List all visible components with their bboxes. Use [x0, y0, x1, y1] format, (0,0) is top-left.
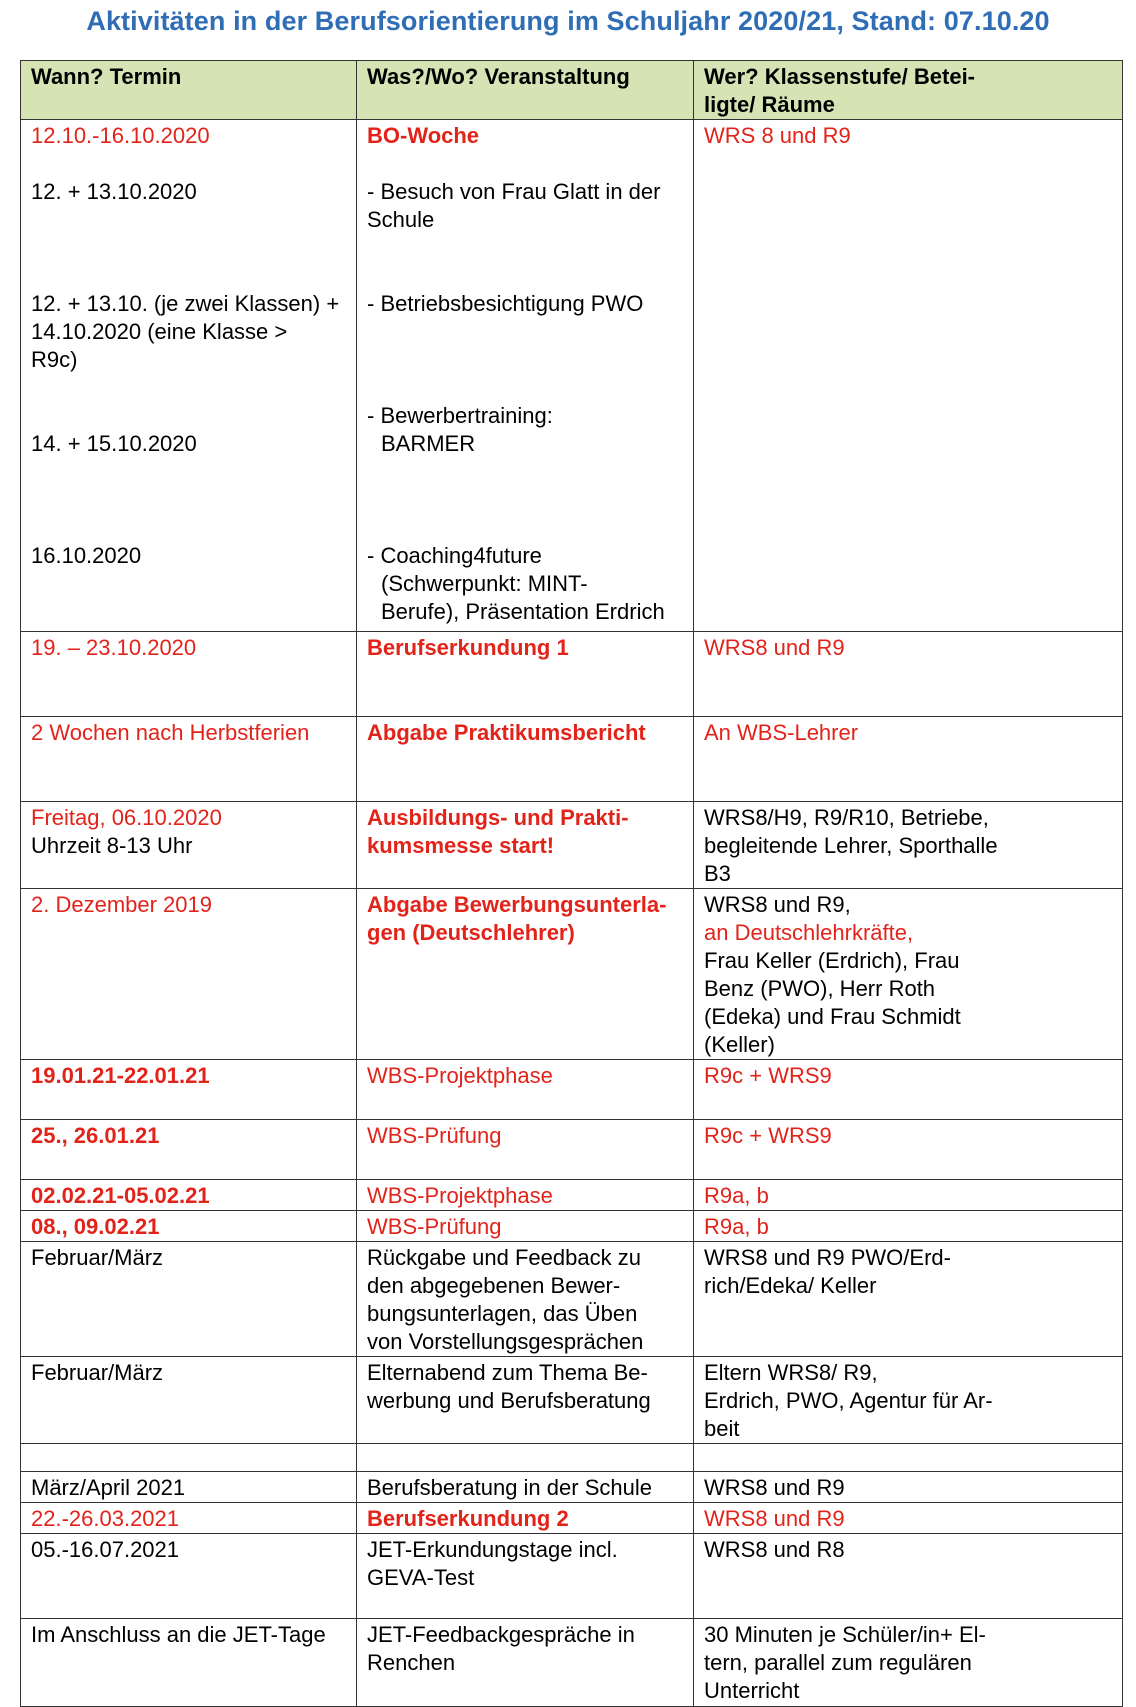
participants-cell: R9c + WRS9 [694, 1120, 1123, 1180]
event-cell: BO-Woche - Besuch von Frau Glatt in der Schule - Betriebsbesichtigung PWO - Bewerbertraining: BARMER - Coaching4future (Schwerpunkt: MINT- Berufe), Präsentation Erdrich [357, 120, 694, 632]
participants-cell: WRS8 und R9 [694, 632, 1123, 717]
table-row [21, 1472, 1123, 1503]
event-cell: Ausbildungs- und Prakti- kumsmesse start! [357, 802, 694, 889]
activities-table [20, 60, 1123, 1707]
participants-cell: R9c + WRS9 [694, 1060, 1123, 1120]
header-wann: Wann? Termin [21, 61, 357, 120]
event-cell: JET-Feedbackgespräche in Renchen [357, 1619, 694, 1707]
header-was: Was?/Wo? Veranstaltung [357, 61, 694, 120]
date-cell: März/April 2021 [21, 1472, 357, 1503]
participants-cell: 30 Minuten je Schüler/in+ El- tern, parallel zum regulären Unterricht [694, 1619, 1123, 1707]
empty-cell [694, 1444, 1123, 1472]
table-row [21, 1060, 1123, 1120]
table-row [21, 632, 1123, 717]
date-cell: 2 Wochen nach Herbstferien [21, 717, 357, 802]
event-cell: Abgabe Praktikumsbericht [357, 717, 694, 802]
participants-cell: WRS8 und R9, an Deutschlehrkräfte, Frau Keller (Erdrich), Frau Benz (PWO), Herr Roth (Edeka) und Frau Schmidt (Keller) [694, 889, 1123, 1060]
event-cell: WBS-Prüfung [357, 1211, 694, 1242]
event-cell: Rückgabe und Feedback zu den abgegebenen Bewer- bungsunterlagen, das Üben von Vorstellungsgesprächen [357, 1242, 694, 1357]
empty-cell [357, 1444, 694, 1472]
table-row [21, 1619, 1123, 1707]
participants-cell: Eltern WRS8/ R9, Erdrich, PWO, Agentur für Ar- beit [694, 1357, 1123, 1444]
date-cell: 19. – 23.10.2020 [21, 632, 357, 717]
participants-cell: WRS8 und R9 [694, 1472, 1123, 1503]
event-cell: Elternabend zum Thema Be- werbung und Berufsberatung [357, 1357, 694, 1444]
participants-cell: WRS8 und R9 [694, 1503, 1123, 1534]
date-cell: 12.10.-16.10.2020 12. + 13.10.2020 12. + 13.10. (je zwei Klassen) + 14.10.2020 (eine Klasse > R9c) 14. + 15.10.2020 16.10.2020 [21, 120, 357, 632]
empty-row [21, 1444, 1123, 1472]
header-wer: Wer? Klassenstufe/ Betei- ligte/ Räume [694, 61, 1123, 120]
date-cell: 2. Dezember 2019 [21, 889, 357, 1060]
table-row [21, 1357, 1123, 1444]
empty-cell [21, 1444, 357, 1472]
date-cell: 02.02.21-05.02.21 [21, 1180, 357, 1211]
participants-cell: R9a, b [694, 1180, 1123, 1211]
date-cell: Februar/März [21, 1357, 357, 1444]
event-cell: Abgabe Bewerbungsunterla- gen (Deutschlehrer) [357, 889, 694, 1060]
event-cell: WBS-Projektphase [357, 1060, 694, 1120]
participants-cell: R9a, b [694, 1211, 1123, 1242]
table-row [21, 889, 1123, 1060]
event-cell: Berufsberatung in der Schule [357, 1472, 694, 1503]
table-row [21, 1534, 1123, 1619]
participants-cell: WRS 8 und R9 [694, 120, 1123, 632]
table-row [21, 1120, 1123, 1180]
table-header-row [21, 61, 1123, 120]
date-cell: 25., 26.01.21 [21, 1120, 357, 1180]
date-cell: 19.01.21-22.01.21 [21, 1060, 357, 1120]
date-cell: Februar/März [21, 1242, 357, 1357]
table-row [21, 1180, 1123, 1211]
date-cell: 22.-26.03.2021 [21, 1503, 357, 1534]
event-cell: Berufserkundung 2 [357, 1503, 694, 1534]
date-cell: 08., 09.02.21 [21, 1211, 357, 1242]
event-cell: WBS-Prüfung [357, 1120, 694, 1180]
table-row [21, 802, 1123, 889]
event-cell: Berufserkundung 1 [357, 632, 694, 717]
table-row [21, 717, 1123, 802]
date-cell: Im Anschluss an die JET-Tage [21, 1619, 357, 1707]
page-title: Aktivitäten in der Berufsorientierung im Schuljahr 2020/21, Stand: 07.10.20 [86, 6, 1050, 36]
participants-cell: WRS8 und R8 [694, 1534, 1123, 1619]
table-row [21, 120, 1123, 632]
date-cell: 05.-16.07.2021 [21, 1534, 357, 1619]
participants-cell: An WBS-Lehrer [694, 717, 1123, 802]
participants-cell: WRS8 und R9 PWO/Erd- rich/Edeka/ Keller [694, 1242, 1123, 1357]
table-row [21, 1242, 1123, 1357]
event-cell: JET-Erkundungstage incl. GEVA-Test [357, 1534, 694, 1619]
date-cell: Freitag, 06.10.2020 Uhrzeit 8-13 Uhr [21, 802, 357, 889]
table-row [21, 1503, 1123, 1534]
table-row [21, 1211, 1123, 1242]
event-cell: WBS-Projektphase [357, 1180, 694, 1211]
participants-cell: WRS8/H9, R9/R10, Betriebe, begleitende Lehrer, Sporthalle B3 [694, 802, 1123, 889]
